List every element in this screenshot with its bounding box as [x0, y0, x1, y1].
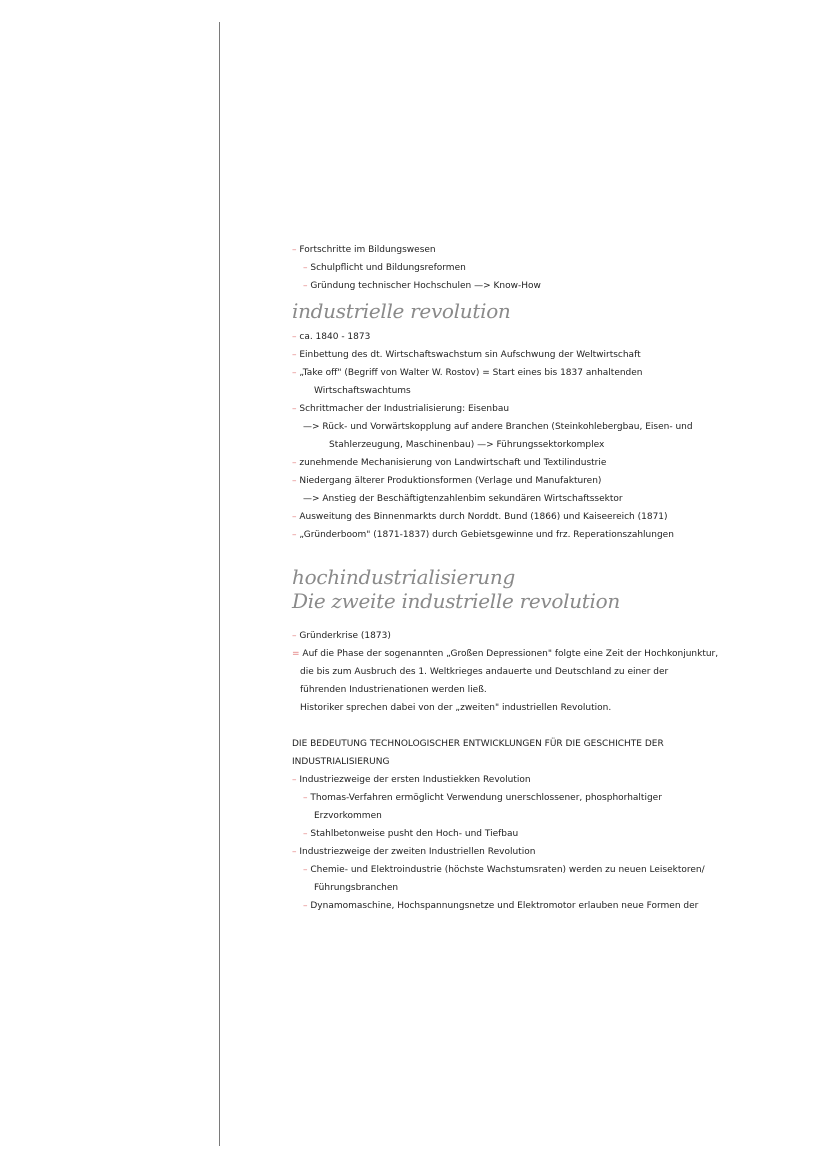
list-item: – Chemie- und Elektroindustrie (höchste Wachstumsraten) werden zu neuen Leisektoren/ — [303, 865, 705, 875]
bullet-dash: – — [303, 793, 308, 803]
list-item: – Stahlbetonweise pusht den Hoch- und Tiefbau — [303, 829, 519, 839]
bullet-dash: – — [303, 829, 308, 839]
bullet-dash: – — [292, 847, 297, 857]
bullet-dash: – — [303, 281, 308, 291]
bullet-dash: – — [303, 865, 308, 875]
list-item: – Fortschritte im Bildungswesen — [292, 245, 436, 255]
list-item: – Niedergang älterer Produktionsformen (Verlage und Manufakturen) — [292, 476, 602, 486]
list-item: – Dynamomaschine, Hochspannungsnetze und Elektromotor erlauben neue Formen der — [303, 901, 699, 911]
bullet-dash: – — [292, 512, 297, 522]
list-item: – Gründung technischer Hochschulen —> Know-How — [303, 281, 541, 291]
list-item-continuation: Wirtschaftswachtums — [314, 386, 411, 396]
paragraph-line: Historiker sprechen dabei von der „zweiten" industriellen Revolution. — [300, 703, 612, 713]
list-item: – Schulpflicht und Bildungsreformen — [303, 263, 466, 273]
list-item: – Einbettung des dt. Wirtschaftswachstum sin Aufschwung der Weltwirtschaft — [292, 350, 641, 360]
heading-line: hochindustrialisierung — [292, 565, 515, 589]
list-item: – Industriezweige der ersten Industiekken Revolution — [292, 775, 531, 785]
list-item-continuation: Erzvorkommen — [314, 811, 382, 821]
bullet-dash: – — [292, 631, 297, 641]
heading-line: Die zweite industrielle revolution — [292, 589, 620, 613]
heading-industrielle-revolution: industrielle revolution — [292, 299, 511, 323]
list-item-arrow: —> Rück- und Vorwärtskopplung auf andere Branchen (Steinkohlebergbau, Eisen- und — [303, 422, 693, 432]
list-item-arrow: —> Anstieg der Beschäftigtenzahlenbim sekundären Wirtschaftssektor — [303, 494, 623, 504]
notes-content — [292, 241, 792, 915]
section-title: DIE BEDEUTUNG TECHNOLOGISCHER ENTWICKLUNGEN FÜR DIE GESCHICHTE DER INDUSTRIALISIERUNG — [292, 739, 664, 767]
list-item-continuation: Führungsbranchen — [314, 883, 399, 893]
bullet-dash: – — [292, 350, 297, 360]
bullet-dash: – — [303, 263, 308, 273]
list-item: – Ausweitung des Binnenmarkts durch Norddt. Bund (1866) und Kaiseereich (1871) — [292, 512, 668, 522]
paragraph-line: führenden Industrienationen werden ließ. — [300, 685, 487, 695]
bullet-dash: – — [292, 245, 297, 255]
list-item: – Thomas-Verfahren ermöglicht Verwendung unerschlossener, phosphorhaltiger — [303, 793, 662, 803]
paragraph-line: die bis zum Ausbruch des 1. Weltkrieges andauerte und Deutschland zu einer der — [300, 667, 669, 677]
equals-marker: = — [292, 649, 300, 659]
bullet-dash: – — [292, 476, 297, 486]
list-item: – „Take off" (Begriff von Walter W. Rostov) = Start eines bis 1837 anhaltenden — [292, 368, 643, 378]
heading-hochindustrialisierung — [292, 565, 792, 613]
list-item: – ca. 1840 - 1873 — [292, 332, 371, 342]
margin-line — [219, 22, 220, 1146]
list-item: – zunehmende Mechanisierung von Landwirtschaft und Textilindustrie — [292, 458, 607, 468]
list-item: – Schrittmacher der Industrialisierung: Eisenbau — [292, 404, 510, 414]
bullet-dash: – — [292, 368, 297, 378]
list-item: – „Gründerboom" (1871-1837) durch Gebietsgewinne und frz. Reperationszahlungen — [292, 530, 674, 540]
list-item: – Industriezweige der zweiten Industriellen Revolution — [292, 847, 536, 857]
list-item: – Gründerkrise (1873) — [292, 631, 391, 641]
bullet-dash: – — [292, 404, 297, 414]
bullet-dash: – — [292, 332, 297, 342]
bullet-dash: – — [303, 901, 308, 911]
list-item: = Auf die Phase der sogenannten „Großen Depressionen" folgte eine Zeit der Hochkonjunktur, — [292, 649, 719, 659]
list-item-continuation: Stahlerzeugung, Maschinenbau) —> Führungssektorkomplex — [329, 440, 605, 450]
bullet-dash: – — [292, 775, 297, 785]
bullet-dash: – — [292, 458, 297, 468]
bullet-dash: – — [292, 530, 297, 540]
